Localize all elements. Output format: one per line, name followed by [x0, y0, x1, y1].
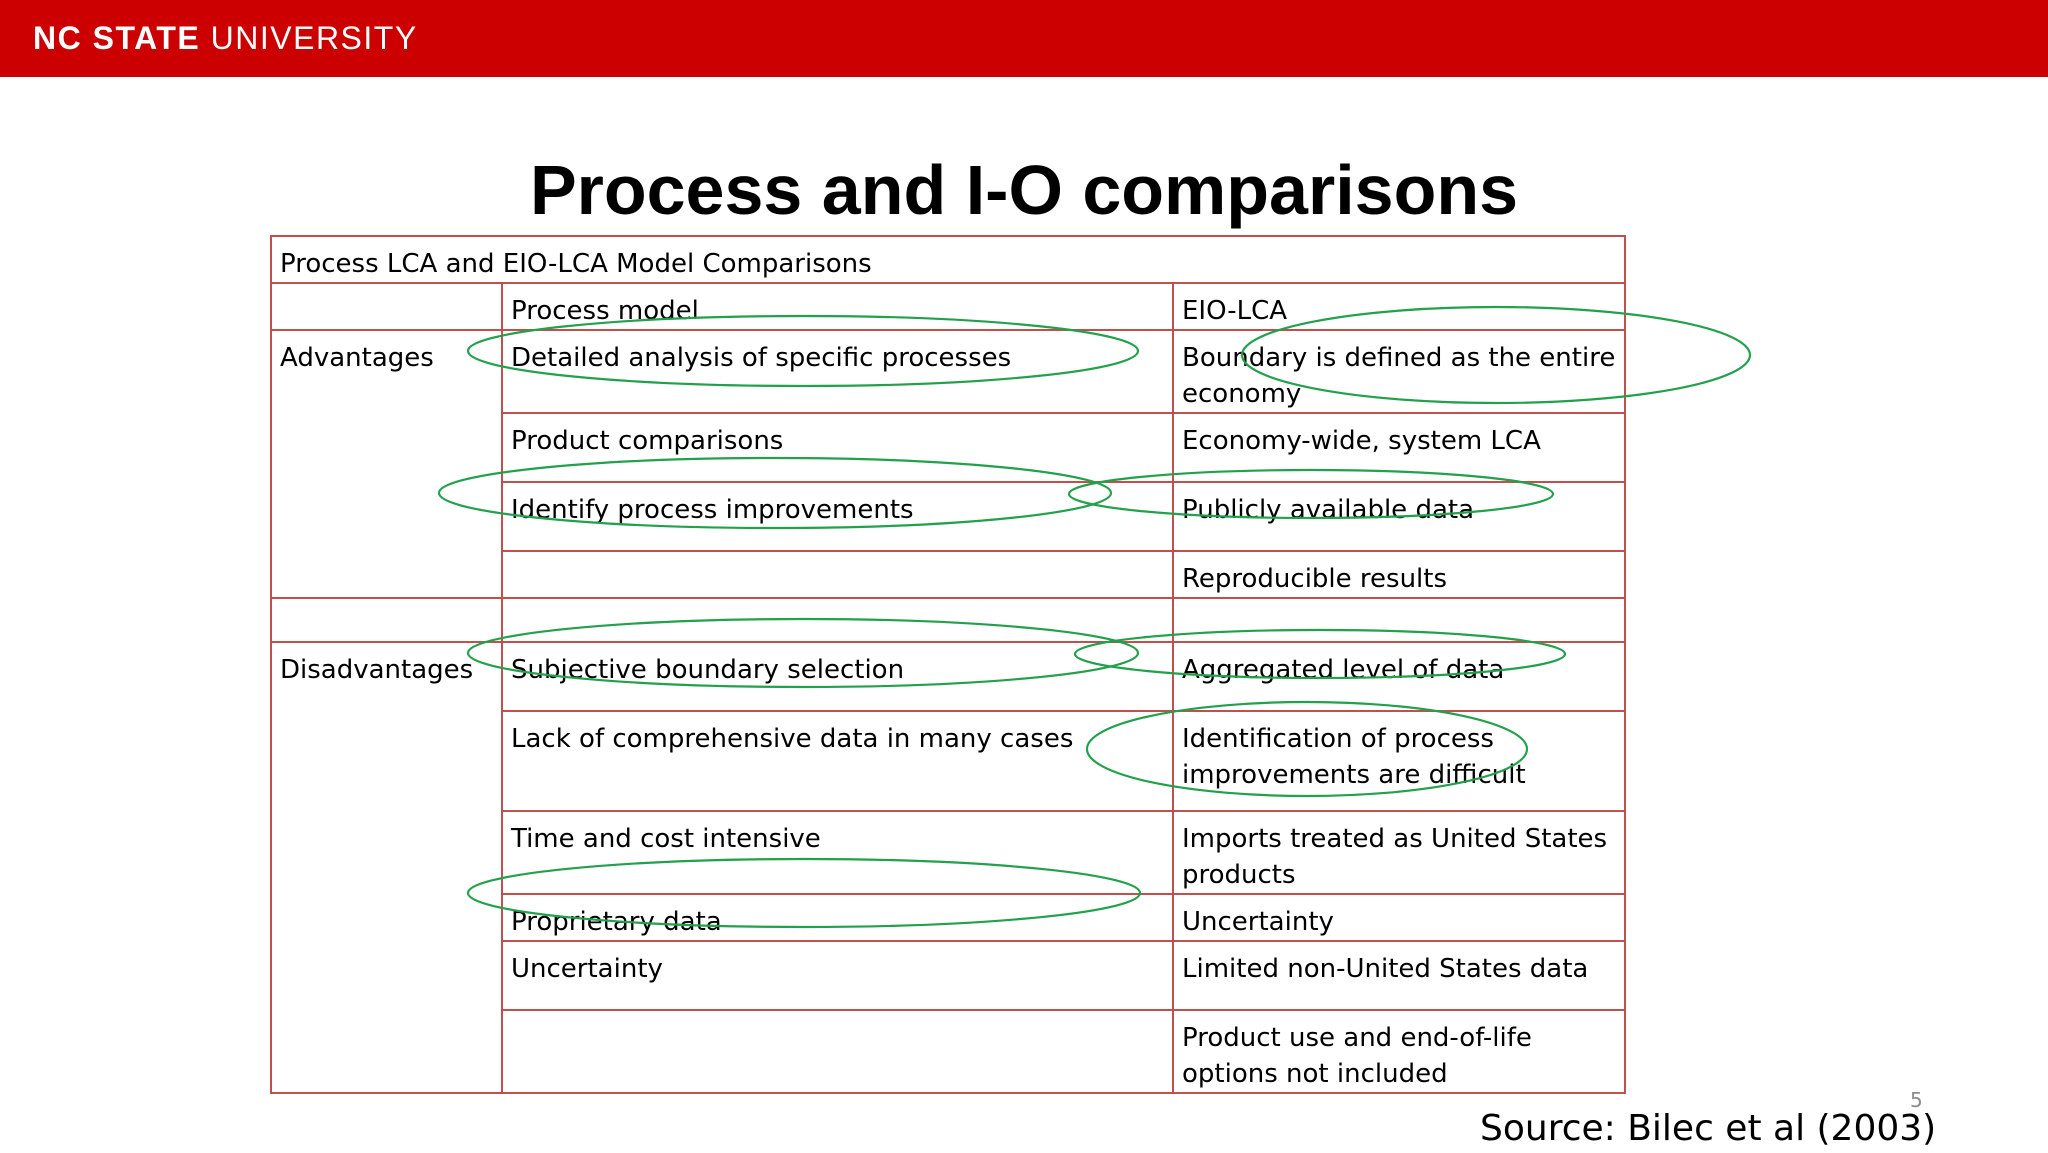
- header-process-model: Process model: [502, 283, 1173, 330]
- table-cell: Time and cost intensive: [502, 811, 1173, 894]
- disadvantages-label: Disadvantages: [271, 642, 502, 1093]
- table-cell: Identification of process improvements are difficult: [1173, 711, 1625, 811]
- comparison-table: [270, 235, 1626, 1094]
- slide-title: Process and I-O comparisons: [529, 151, 1519, 229]
- table-cell: Product comparisons: [502, 413, 1173, 482]
- table-cell: Uncertainty: [502, 941, 1173, 1010]
- table-cell: Detailed analysis of specific processes: [502, 330, 1173, 413]
- table-cell: Publicly available data: [1173, 482, 1625, 551]
- table-header-row: [271, 283, 1625, 330]
- ncsu-logo[interactable]: [33, 16, 418, 60]
- table-row: [271, 330, 1625, 413]
- page-number: 5: [1910, 1088, 1923, 1112]
- logo-bold-text: NC STATE: [33, 20, 201, 56]
- logo-regular-text: UNIVERSITY: [200, 20, 418, 56]
- table-cell: Proprietary data: [502, 894, 1173, 941]
- table-cell: Limited non-United States data: [1173, 941, 1625, 1010]
- table-cell: Economy-wide, system LCA: [1173, 413, 1625, 482]
- header-eio-lca: EIO-LCA: [1173, 283, 1625, 330]
- table-cell: Subjective boundary selection: [502, 642, 1173, 711]
- table-cell: [502, 1010, 1173, 1093]
- advantages-label: Advantages: [271, 330, 502, 598]
- table-cell: Reproducible results: [1173, 551, 1625, 598]
- spacer-cell: [271, 598, 502, 642]
- table-cell: Imports treated as United States products: [1173, 811, 1625, 894]
- table-cell: [502, 551, 1173, 598]
- spacer-cell: [502, 598, 1173, 642]
- table-cell: Identify process improvements: [502, 482, 1173, 551]
- table-cell: Uncertainty: [1173, 894, 1625, 941]
- spacer-row: [271, 598, 1625, 642]
- spacer-cell: [1173, 598, 1625, 642]
- table-cell: Aggregated level of data: [1173, 642, 1625, 711]
- table-row: [271, 642, 1625, 711]
- source-citation: Source: Bilec et al (2003): [1480, 1108, 1937, 1149]
- table-caption: Process LCA and EIO-LCA Model Comparisons: [271, 236, 1625, 283]
- header-empty-cell: [271, 283, 502, 330]
- table-cell: Product use and end-of-life options not included: [1173, 1010, 1625, 1093]
- table-cell: Boundary is defined as the entire economy: [1173, 330, 1625, 413]
- table-cell: Lack of comprehensive data in many cases: [502, 711, 1173, 811]
- header-banner: [0, 0, 2048, 77]
- table-caption-row: [271, 236, 1625, 283]
